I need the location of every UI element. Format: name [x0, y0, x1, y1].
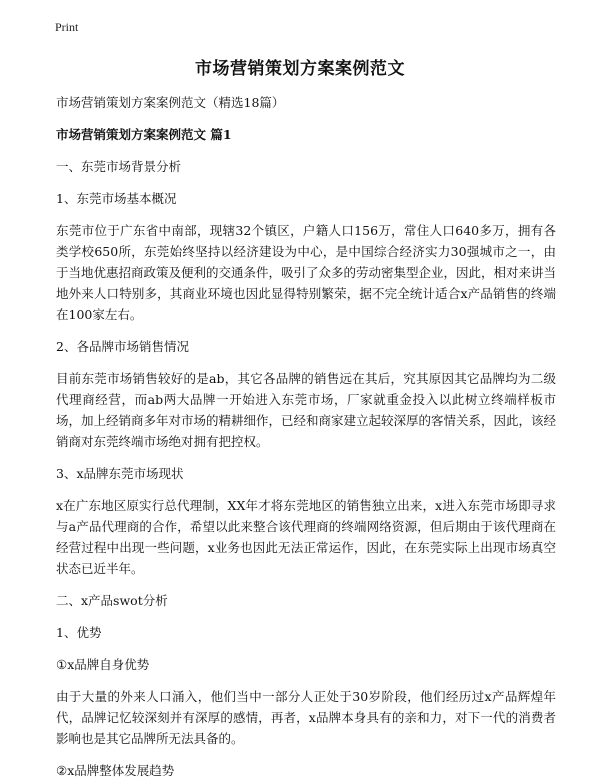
subsection-heading: 3、x品牌东莞市场现状 [56, 466, 184, 481]
document-body [56, 92, 556, 781]
print-label: Print [55, 20, 79, 34]
page-title: 市场营销策划方案案例范文 [195, 59, 405, 79]
subtitle: 市场营销策划方案案例范文（精选18篇） [56, 95, 285, 110]
paragraph: x在广东地区原实行总代理制，XX年才将东莞地区的销售独立出来，x进入东莞市场即寻求与a产品代理商的合作，希望以此来整合该代理商的终端网络资源，但后期由于该代理商在经营过程中出现一些问题，x业务也因此无法正常运作，因此，在东莞实际上出现市场真空状态已近半年。 [56, 498, 556, 576]
article-heading: 市场营销策划方案案例范文 篇1 [56, 127, 232, 142]
paragraph: 由于大量的外来人口涌入，他们当中一部分人正处于30岁阶段，他们经历过x产品辉煌年代，品牌记忆较深刻并有深厚的感情，再者，x品牌本身具有的亲和力，对下一代的消费者影响也是其它品牌所无法具备的。 [56, 689, 556, 746]
section-heading: 二、x产品swot分析 [56, 593, 168, 608]
item-heading: ②x品牌整体发展趋势 [56, 763, 175, 778]
paragraph: 东莞市位于广东省中南部，现辖32个镇区，户籍人口156万，常住人口640多万，拥有各类学校650所，东莞始终坚持以经济建设为中心，是中国综合经济实力30强城市之一，由于当地优惠招商政策及便利的交通条件，吸引了众多的劳动密集型企业，因此，相对来讲当地外来人口特别多，其商业环境也因此显得特别繁荣，据不完全统计适合x产品销售的终端在100家左右。 [56, 223, 557, 322]
paragraph: 目前东莞市场销售较好的是ab，其它各品牌的销售远在其后，究其原因其它品牌均为二级代理商经营，而ab两大品牌一开始进入东莞市场，厂家就重金投入以此树立终端样板市场，加上经销商多年对市场的精耕细作，已经和商家建立起较深厚的客情关系，因此，该经销商对东莞终端市场绝对拥有把控权。 [56, 371, 557, 449]
subsection-heading: 1、东莞市场基本概况 [56, 191, 177, 206]
subsection-heading: 2、各品牌市场销售情况 [56, 339, 189, 354]
item-heading: ①x品牌自身优势 [56, 657, 150, 672]
section-heading: 一、东莞市场背景分析 [56, 159, 182, 174]
subsection-heading: 1、优势 [56, 625, 102, 640]
